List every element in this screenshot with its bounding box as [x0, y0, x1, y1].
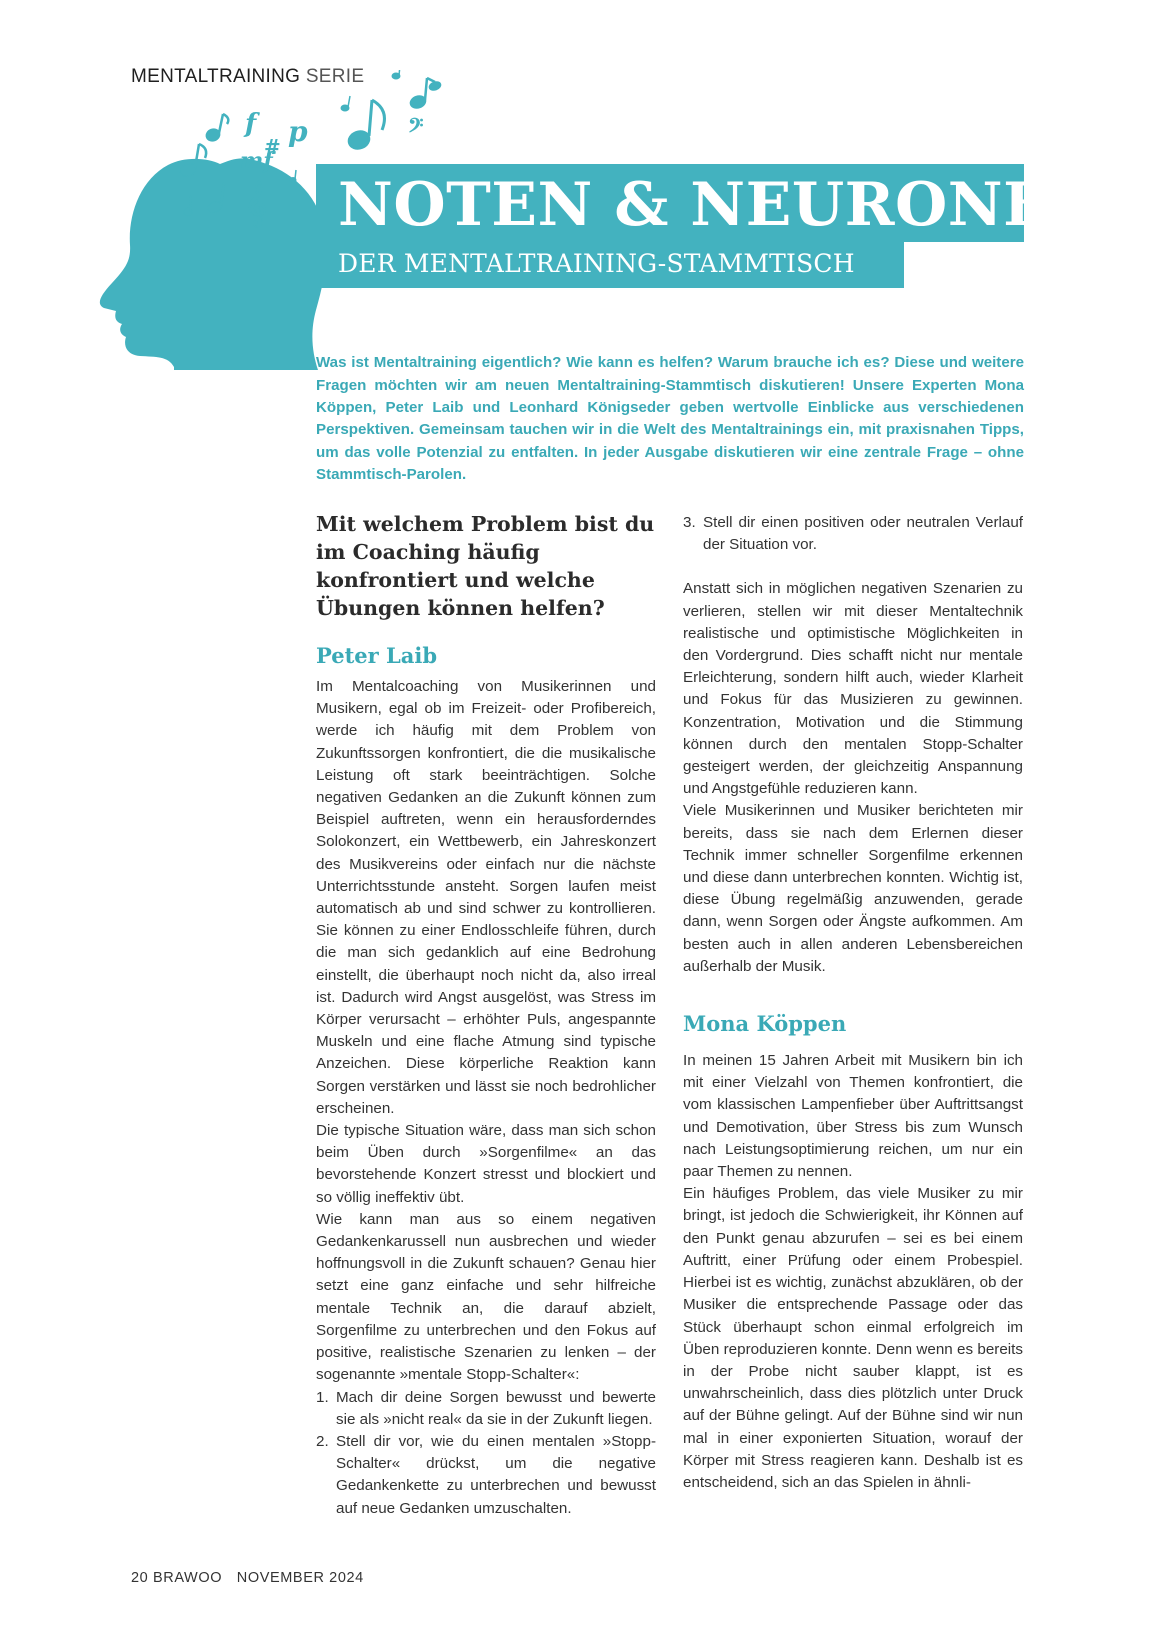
- page-subtitle: DER MENTALTRAINING-STAMMTISCH: [338, 249, 855, 278]
- list-item-text: Stell dir vor, wie du einen mentalen »Stopp-Schalter« drückst, um die negative Gedankenkette zu unterbrechen und bewusst auf neue Gedanken umzuschalten.: [336, 1432, 656, 1517]
- list-item: [683, 512, 1023, 556]
- svg-text:mf: mf: [240, 148, 273, 174]
- stop-switch-steps-continued: [683, 512, 1023, 556]
- laib-paragraph-4: Anstatt sich in möglichen negativen Szenarien zu verlieren, stellen wir mit dieser Mentaltechnik realistische und optimistische Möglichkeiten in den Vordergrund. Dies schafft nicht nur mentale Erleichterung, sondern hilft auch, wieder Klarheit und Fokus für das Musizieren zu gewinnen. Konzentration, Motivation und die Stimmung können durch den mentalen Stopp-Schalter gesteigert werden, der gleichzeitig Anspannung und Angstgefühle reduzieren kann.: [683, 580, 1023, 798]
- series-label-main: MENTALTRAINING: [131, 66, 301, 87]
- section-question: Mit welchem Problem bist du im Coaching häufig konfrontiert und welche Übungen können helfen?: [316, 512, 655, 620]
- list-item-number: 3.: [683, 514, 696, 531]
- page-title: NOTEN & NEURONEN: [338, 170, 1105, 240]
- left-column: [316, 512, 656, 1520]
- head-silhouette: [100, 158, 326, 370]
- issue-date: NOVEMBER 2024: [236, 1570, 364, 1586]
- svg-text:𝄞: 𝄞: [244, 180, 268, 226]
- magazine-name: BRAWOO: [152, 1570, 223, 1586]
- list-item-text: Mach dir deine Sorgen bewusst und bewerte sie als »nicht real« da sie in der Zukunft liegen.: [336, 1388, 656, 1428]
- laib-paragraph-3: Wie kann man aus so einem negativen Gedankenkarussell nun ausbrechen und wieder hoffnungsvoll in die Zukunft schauen? Genau hier setzt eine ganz einfache und sehr hilfreiche mentale Technik an, die darauf abzielt, Sorgenfilme zu unterbrechen und den Fokus auf positive, realistische Szenarien zu lenken – der sogenannte »mentale Stopp-Schalter«:: [316, 1210, 656, 1384]
- page-number: 20: [131, 1570, 149, 1586]
- laib-paragraph-1: Im Mentalcoaching von Musikerinnen und Musikern, egal ob im Freizeit- oder Profibereich, werde ich häufig mit dem Problem von Zukunftssorgen konfrontiert, die die musikalische Leistung oft stark beeinträchtigen. Solche negativen Gedanken an die Zukunft können zum Beispiel auftreten, wenn ein herausforderndes Solokonzert, ein Wettbewerb, ein Jahreskonzert des Musikvereins oder einfach nur die nächste Unterrichtsstunde ansteht. Sorgen laufen meist automatisch ab und sind schwer zu kontrollieren. Sie können zu einer Endlosschleife führen, durch die man sich gedanklich auf eine Bedrohung einstellt, die überhaupt noch nicht da, also irreal ist. Dadurch wird Angst ausgelöst, was Stress im Körper verursacht – erhöhter Puls, angespannte Muskeln und eine flache Atmung sind typische Anzeichen. Diese körperliche Reaktion kann Sorgen verstärken und lässt sie noch bedrohlicher erscheinen.: [316, 678, 656, 1117]
- laib-paragraph-2: Die typische Situation wäre, dass man sich schon beim Üben durch »Sorgenfilme« an das bevorstehende Konzert stresst und blockiert und so völlig ineffektiv übt.: [316, 1122, 656, 1206]
- svg-text:𝄢: 𝄢: [408, 113, 424, 142]
- page-footer: [131, 1570, 364, 1586]
- list-item-text: Stell dir einen positiven oder neutralen Verlauf der Situation vor.: [703, 514, 1023, 554]
- koeppen-paragraph-1: In meinen 15 Jahren Arbeit mit Musikern bin ich mit einer Vielzahl von Themen konfrontiert, die vom klassischen Lampenfieber über Auftrittsangst und Demotivation, über Stress bis zum Wunsch nach Leistungsoptimierung reichen, um nur ein paar Themen zu nennen.: [683, 1052, 1023, 1181]
- laib-paragraph-5: Viele Musikerinnen und Musiker berichteten mir bereits, dass sie nach dem Erlernen dieser Technik immer schneller Sorgenfilme erkennen und diese dann unterbrechen konnten. Wichtig ist, diese Übung regelmäßig anzuwenden, gerade dann, wenn Sorgen oder Ängste aufkommen. Am besten auch in allen anderen Lebensbereichen außerhalb der Musik.: [683, 802, 1023, 975]
- series-label-suffix: SERIE: [300, 66, 365, 87]
- koeppen-paragraph-2: Ein häufiges Problem, das viele Musiker zu mir bringt, ist jedoch die Schwierigkeit, ihr Können auf den Punkt genau abzurufen – sei es bei einem Auftritt, einer Prüfung oder einem Probespiel. Hierbei ist es wichtig, zunächst abzuklären, ob der Musiker die entsprechende Passage oder das Stück überhaupt schon einmal erfolgreich im Üben reproduzieren konnte. Denn wenn es bereits in der Probe nicht sauber klappt, ist es unwahrscheinlich, dass dies plötzlich unter Druck auf der Bühne gelingt. Auf der Bühne sind wir nun mal in einer exponierten Situation, worauf der Körper mit Stress reagieren kann. Deshalb ist es entscheidend, sich an das Spielen in ähnli-: [683, 1185, 1023, 1491]
- right-column: [683, 512, 1023, 1494]
- svg-text:p: p: [288, 115, 308, 148]
- stop-switch-steps: [316, 1387, 656, 1520]
- list-item-number: 2.: [316, 1432, 329, 1450]
- author-name-laib: Peter Laib: [316, 643, 438, 668]
- list-item-number: 1.: [316, 1388, 329, 1406]
- svg-text:#: #: [264, 135, 281, 159]
- lead-paragraph: Was ist Mentaltraining eigentlich? Wie kann es helfen? Warum brauche ich es? Diese und weitere Fragen möchten wir am neuen Mentaltraining-Stammtisch diskutieren! Unsere Experten Mona Köppen, Peter Laib und Leonhard Königseder geben wertvolle Einblicke aus verschiedenen Perspektiven. Gemeinsam tauchen wir in die Welt des Mentaltrainings ein, mit praxisnahen Tipps, um das volle Potenzial zu entfalten. In jeder Ausgabe diskutieren wir eine zentrale Frage – ohne Stammtisch-Parolen.: [316, 354, 1024, 484]
- list-item: [316, 1387, 656, 1431]
- svg-text:f: f: [245, 109, 257, 139]
- list-item: [316, 1431, 656, 1520]
- author-name-koeppen: Mona Köppen: [683, 1011, 847, 1037]
